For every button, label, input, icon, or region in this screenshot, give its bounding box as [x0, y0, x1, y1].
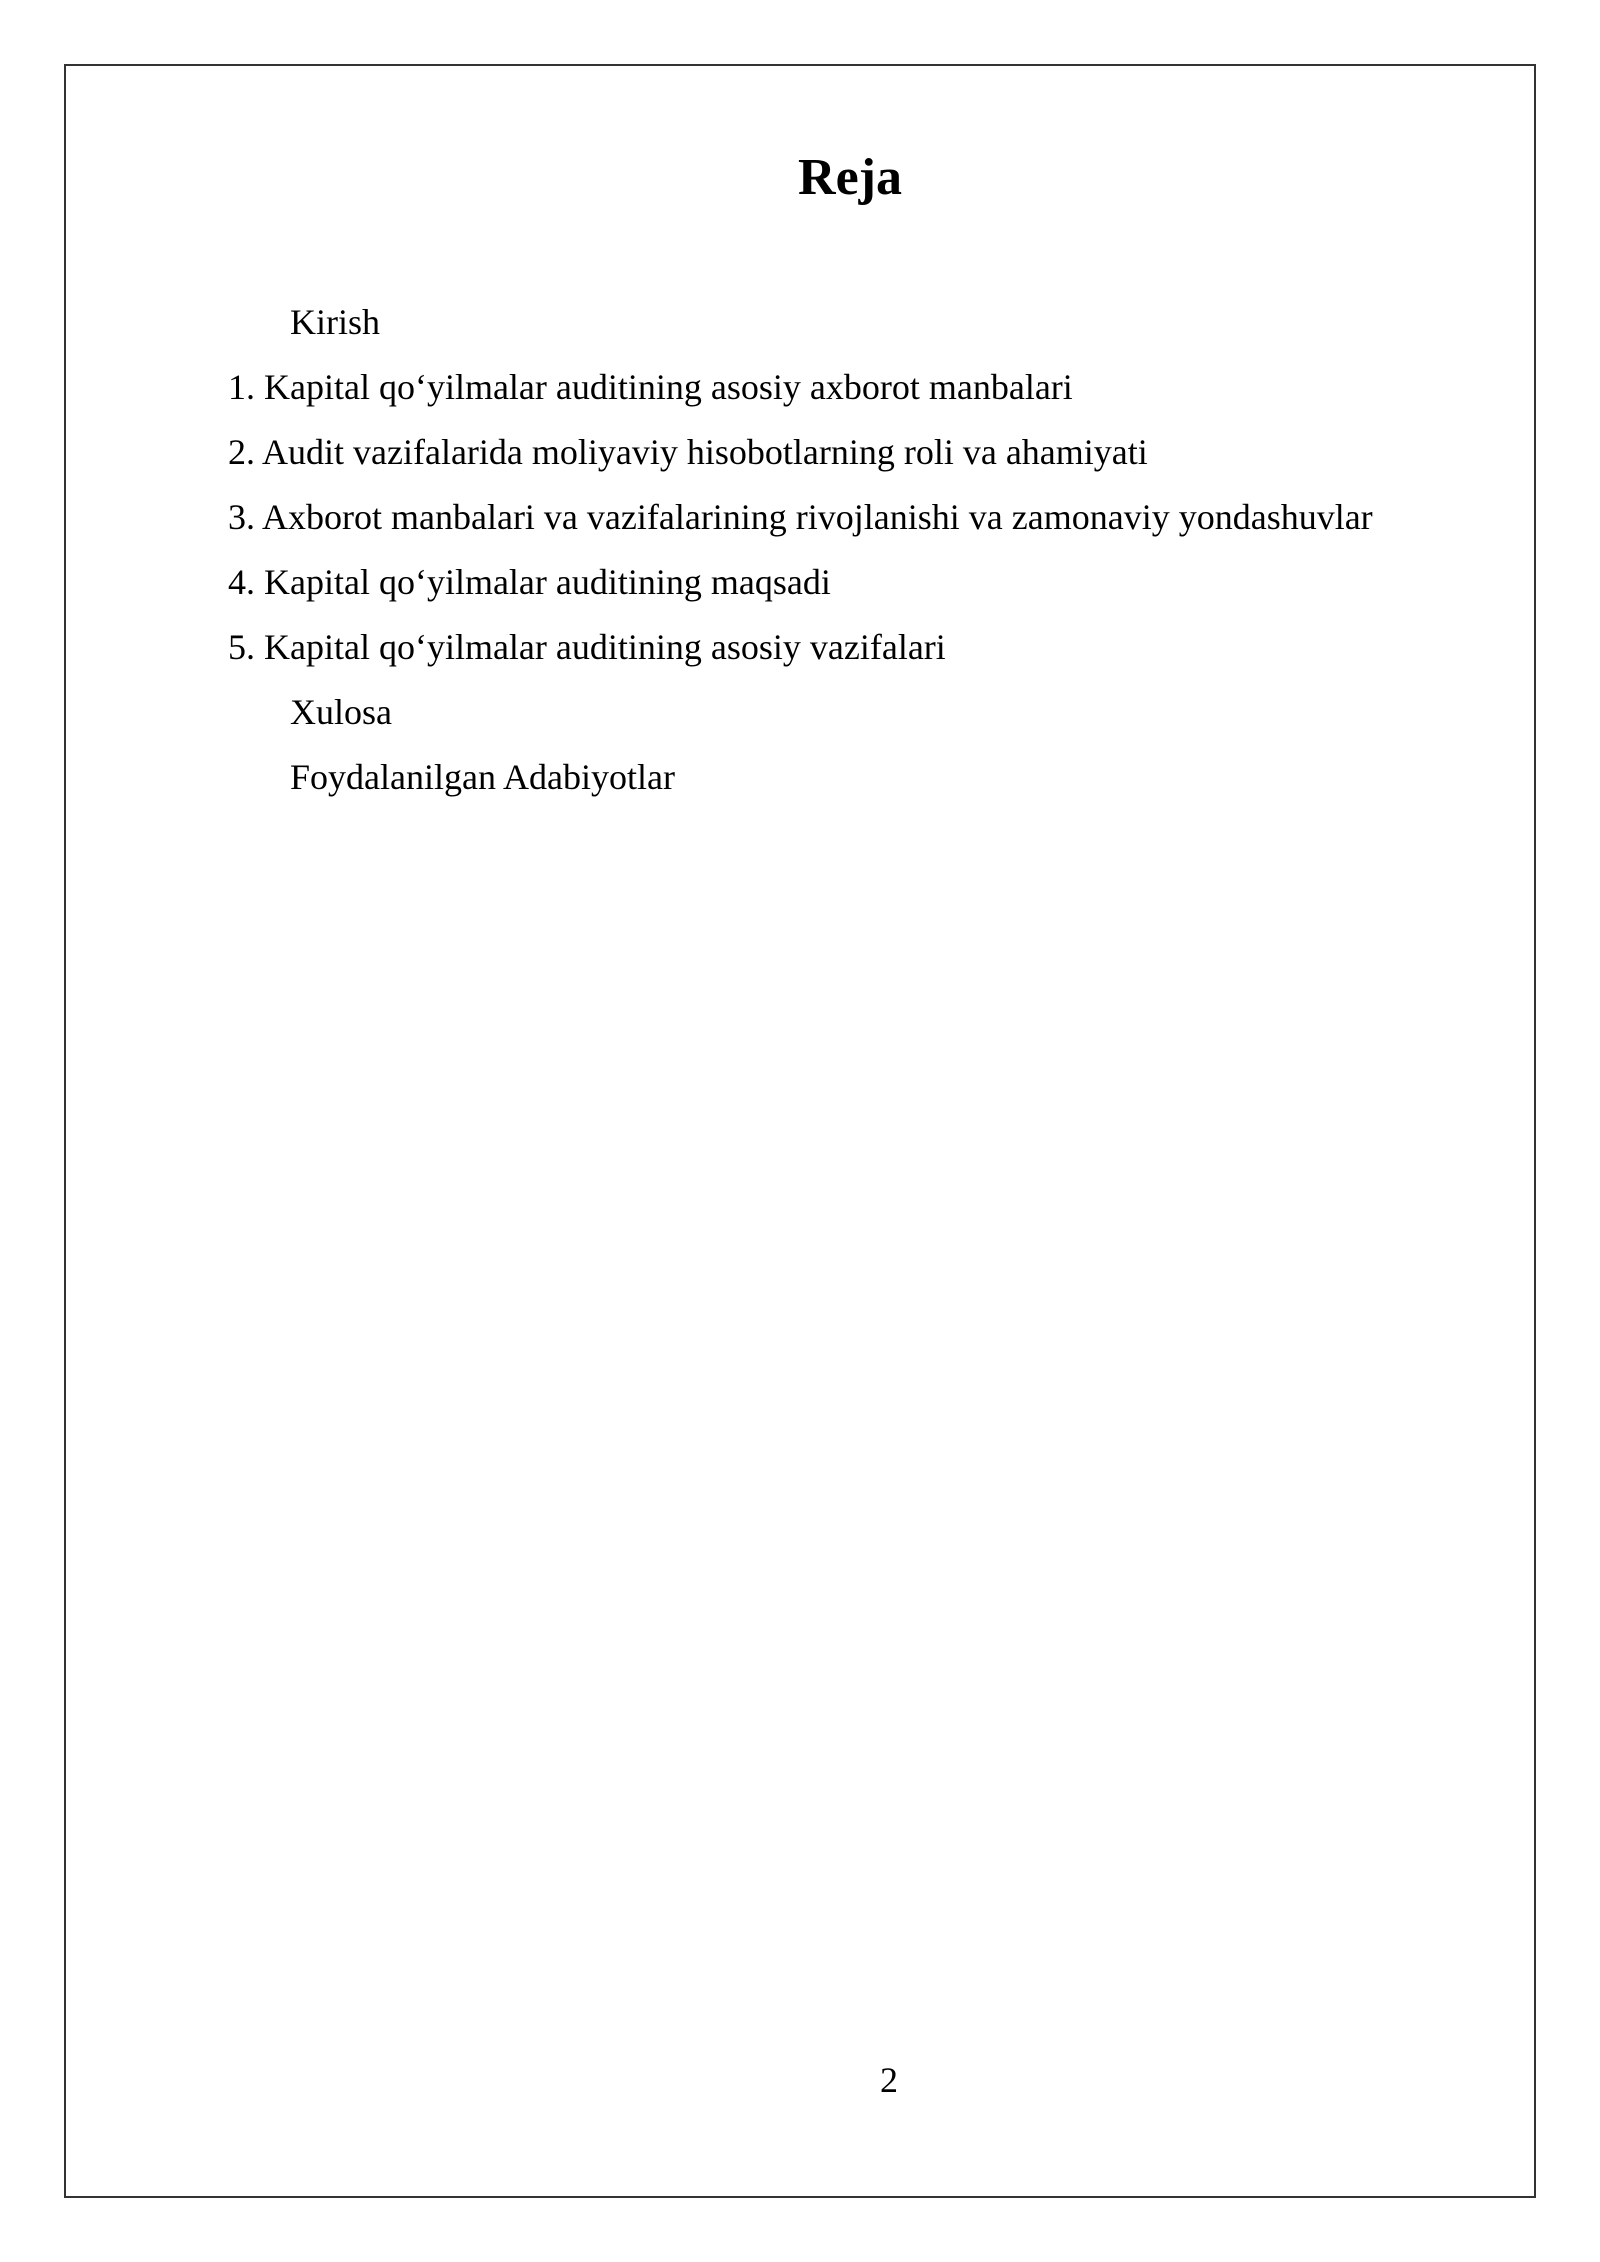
page-number: 2 [880, 2060, 898, 2100]
toc-item-conclusion: Xulosa [290, 692, 392, 732]
toc-item-references: Foydalanilgan Adabiyotlar [290, 757, 675, 797]
page-title: Reja [798, 149, 902, 206]
toc-item-3: 3. Axborot manbalari va vazifalarining rivojlanishi va zamonaviy yondashuvlar [228, 497, 1373, 537]
toc-item-introduction: Kirish [290, 302, 380, 342]
table-of-contents [228, 290, 1373, 810]
toc-item-2: 2. Audit vazifalarida moliyaviy hisobotlarning roli va ahamiyati [228, 432, 1148, 472]
toc-item-1: 1. Kapital qo‘yilmalar auditining asosiy axborot manbalari [228, 367, 1073, 407]
toc-item-4: 4. Kapital qo‘yilmalar auditining maqsadi [228, 562, 831, 602]
toc-item-5: 5. Kapital qo‘yilmalar auditining asosiy vazifalari [228, 627, 946, 667]
